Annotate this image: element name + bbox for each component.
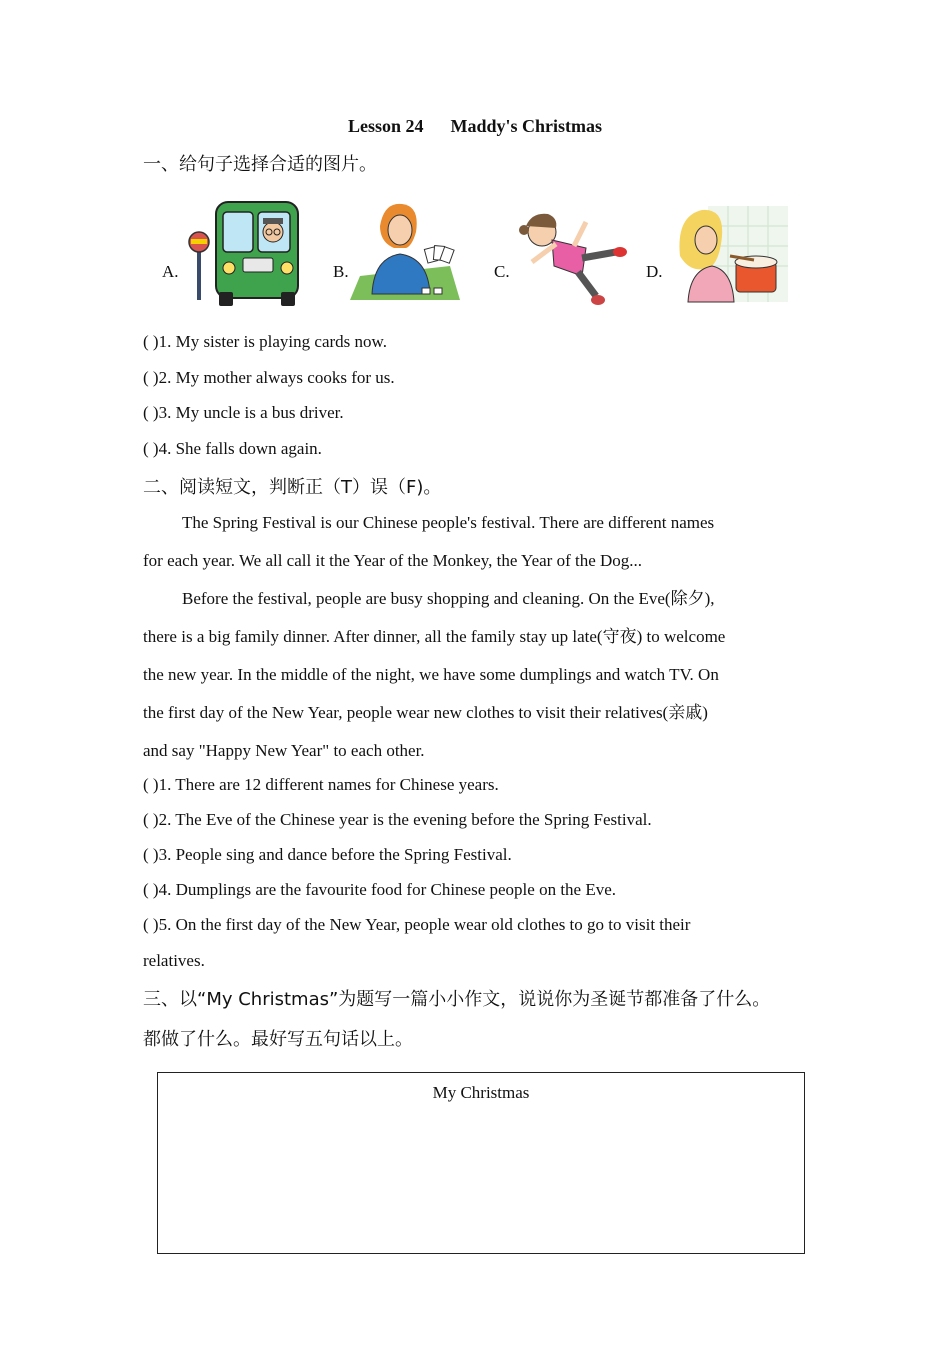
s1-question-4: ( )4. She falls down again. [143, 439, 322, 458]
passage-line: The Spring Festival is our Chinese people's festival. There are different names [182, 513, 715, 532]
section1-heading: 一、给句子选择合适的图片。 [143, 154, 377, 175]
writing-box[interactable] [157, 1072, 805, 1254]
s1-question-1: ( )1. My sister is playing cards now. [143, 332, 387, 351]
s2-question-2: ( )2. The Eve of the Chinese year is the evening before the Spring Festival. [143, 810, 652, 829]
s2-question-4: ( )4. Dumplings are the favourite food for Chinese people on the Eve. [143, 880, 617, 899]
passage-line: the new year. In the middle of the night, we have some dumplings and watch TV. On [143, 665, 719, 684]
section2-heading: 二、阅读短文，判断正（T）误（F)。 [143, 477, 442, 498]
s2-question-1: ( )1. There are 12 different names for Chinese years. [143, 775, 499, 794]
passage-line: and say "Happy New Year" to each other. [143, 741, 425, 760]
section3-heading-line2: 都做了什么。最好写五句话以上。 [143, 1029, 413, 1050]
writing-box-title: My Christmas [432, 1083, 530, 1102]
s2-question-5: ( )5. On the first day of the New Year, people wear old clothes to go to visit their [143, 915, 691, 934]
woman-cooking-icon [672, 196, 792, 308]
s2-question-3: ( )3. People sing and dance before the Spring Festival. [143, 845, 512, 864]
reading-passage [143, 504, 809, 770]
passage-line: Before the festival, people are busy shopping and cleaning. On the Eve(除夕), [182, 589, 715, 608]
option-c-label: C. [494, 262, 510, 281]
option-d-label: D. [646, 262, 663, 281]
woman-playing-cards-icon [350, 196, 470, 308]
lesson-title: Lesson 24 Maddy's Christmas [347, 116, 603, 136]
section3-heading-line1: 三、以“My Christmas”为题写一篇小小作文，说说你为圣诞节都准备了什么。 [143, 989, 771, 1010]
passage-line: for each year. We all call it the Year of the Monkey, the Year of the Dog... [143, 551, 643, 570]
bus-driver-icon [183, 196, 303, 308]
girl-falling-icon [512, 196, 632, 308]
passage-line: the first day of the New Year, people wear new clothes to visit their relatives(亲戚) [143, 703, 708, 722]
passage-line: there is a big family dinner. After dinner, all the family stay up late(守夜) to welcome [143, 627, 726, 646]
s2-question-5-continued: relatives. [143, 951, 205, 970]
s1-question-2: ( )2. My mother always cooks for us. [143, 368, 395, 387]
option-b-label: B. [333, 262, 349, 281]
s1-question-3: ( )3. My uncle is a bus driver. [143, 403, 344, 422]
option-a-label: A. [162, 262, 179, 281]
